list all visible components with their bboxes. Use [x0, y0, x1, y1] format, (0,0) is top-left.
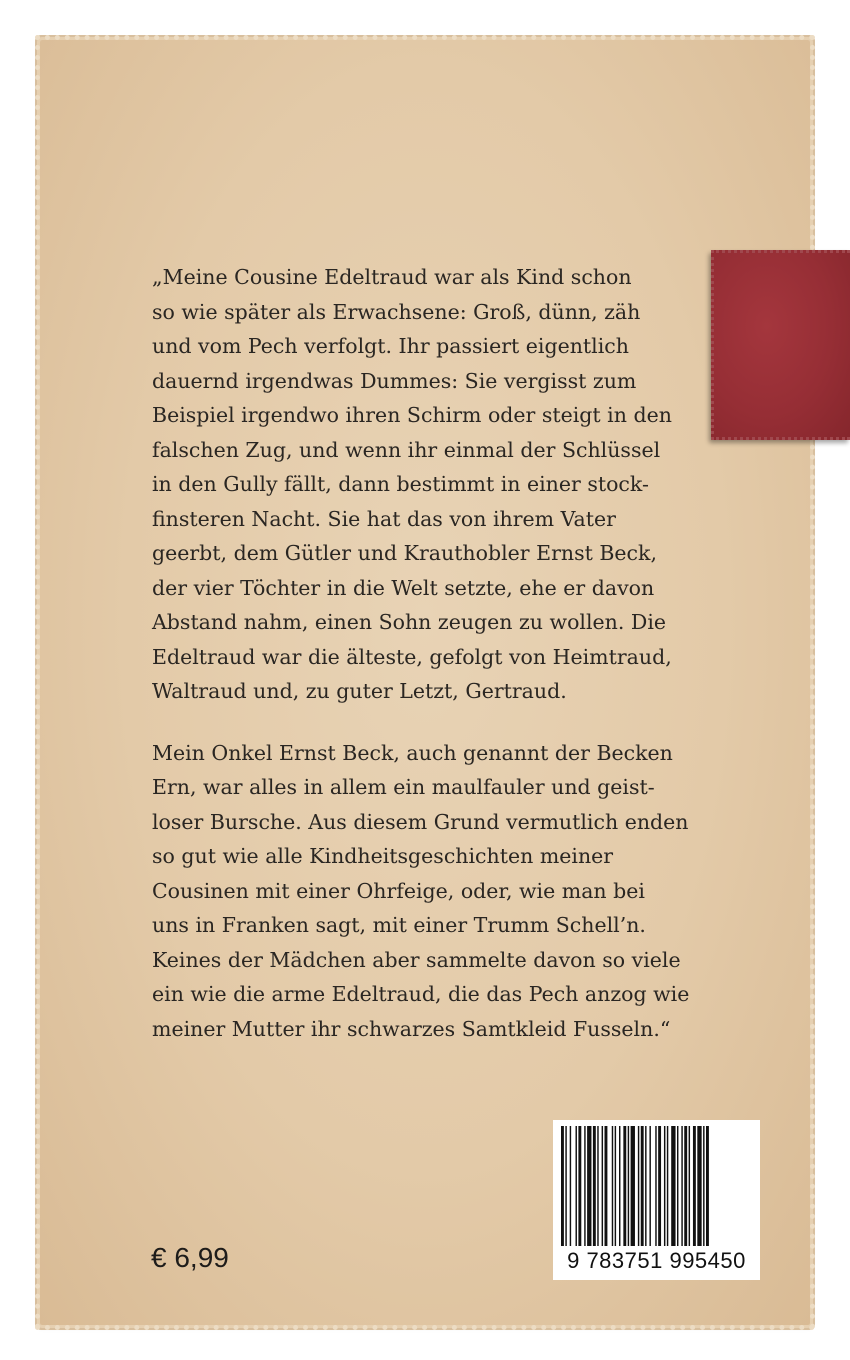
blurb-line: loser Bursche. Aus diesem Grund vermutlich enden: [152, 809, 689, 834]
barcode-bar: [649, 1126, 650, 1246]
blurb-line: der vier Töchter in die Welt setzte, ehe er davon: [152, 575, 655, 600]
blurb-line: Cousinen mit einer Ohrfeige, oder, wie man bei: [152, 878, 645, 903]
blurb-line: Beispiel irgendwo ihren Schirm oder steigt in den: [152, 403, 672, 427]
blurb-paragraph-2: [152, 736, 697, 1047]
barcode-bar: [703, 1126, 704, 1246]
barcode-bar: [578, 1126, 581, 1246]
barcode-bar: [597, 1126, 598, 1246]
barcode-bar: [689, 1126, 690, 1246]
barcode-bar: [587, 1126, 591, 1246]
blurb-paragraph-1: [152, 260, 697, 709]
barcode-bar: [671, 1126, 675, 1246]
red-ribbon-tab: [711, 250, 850, 440]
blurb-line: und vom Pech verfolgt. Ihr passiert eigentlich: [152, 334, 629, 358]
barcode-bar: [605, 1126, 608, 1246]
barcode-bar: [658, 1126, 661, 1246]
barcode-bar: [706, 1126, 709, 1246]
blurb-line: Waltraud und, zu guter Letzt, Gertraud.: [152, 679, 567, 703]
barcode-bar: [584, 1126, 585, 1246]
barcode-bar: [565, 1126, 566, 1246]
barcode-bar: [645, 1126, 646, 1246]
blurb-line: Ern, war alles in allem ein maulfauler und geist-: [152, 775, 655, 799]
blurb-line: so wie später als Erwachsene: Groß, dünn, zäh: [152, 299, 641, 324]
isbn-barcode: [553, 1120, 760, 1280]
blurb-line: Abstand nahm, einen Sohn zeugen zu wollen. Die: [152, 610, 667, 634]
barcode-bar: [631, 1126, 635, 1246]
blurb-line: Keines der Mädchen aber sammelte davon so viele: [152, 947, 681, 972]
blurb-line: falschen Zug, und wenn ihr einmal der Schlüssel: [152, 437, 661, 462]
isbn-number: 9 783751 995450: [567, 1248, 746, 1273]
barcode-bar: [638, 1126, 639, 1246]
blurb-line: in den Gully fällt, dann bestimmt in einer stock-: [152, 472, 649, 496]
barcode-bar: [684, 1126, 687, 1246]
barcode-bar: [615, 1126, 616, 1246]
barcode-bar: [619, 1126, 620, 1246]
barcode-bar: [697, 1126, 701, 1246]
barcode-bar: [602, 1126, 603, 1246]
blurb-line: geerbt, dem Gütler und Krauthobler Ernst Beck,: [152, 541, 657, 565]
barcode-bar: [655, 1126, 656, 1246]
blurb-line: dauernd irgendwas Dummes: Sie vergisst zum: [152, 368, 637, 393]
blurb-line: Edeltraud war die älteste, gefolgt von Heimtraud,: [152, 644, 672, 669]
blurb-line: finsteren Nacht. Sie hat das von ihrem Vater: [152, 506, 616, 531]
blurb-line: so gut wie alle Kindheitsgeschichten meiner: [152, 844, 614, 868]
barcode-bar: [570, 1126, 571, 1246]
blurb-line: ein wie die arme Edeltraud, die das Pech anzog wie: [152, 982, 690, 1006]
blurb-line: meiner Mutter ihr schwarzes Samtkleid Fusseln.“: [152, 1016, 671, 1041]
barcode-bar: [593, 1126, 596, 1246]
barcode-bar: [664, 1126, 665, 1246]
barcode-bar: [612, 1126, 613, 1246]
blurb-line: „Meine Cousine Edeltraud war als Kind schon: [152, 265, 632, 289]
barcode-bar: [677, 1126, 678, 1246]
barcode-bar: [576, 1126, 577, 1246]
blurb-line: Mein Onkel Ernst Beck, auch genannt der Becken: [152, 740, 673, 765]
barcode-bar: [667, 1126, 668, 1246]
barcode-bar: [623, 1126, 626, 1246]
barcode-bars: [559, 1126, 754, 1246]
blurb-text: [152, 260, 697, 1046]
barcode-bar: [693, 1126, 696, 1246]
barcode-bar: [628, 1126, 629, 1246]
paragraph-spacer: [152, 709, 697, 736]
barcode-bar: [561, 1126, 564, 1246]
price-label: € 6,99: [151, 1242, 229, 1273]
blurb-line: uns in Franken sagt, mit einer Trumm Schell’n.: [152, 913, 646, 937]
barcode-bar: [641, 1126, 644, 1246]
barcode-bar: [681, 1126, 682, 1246]
